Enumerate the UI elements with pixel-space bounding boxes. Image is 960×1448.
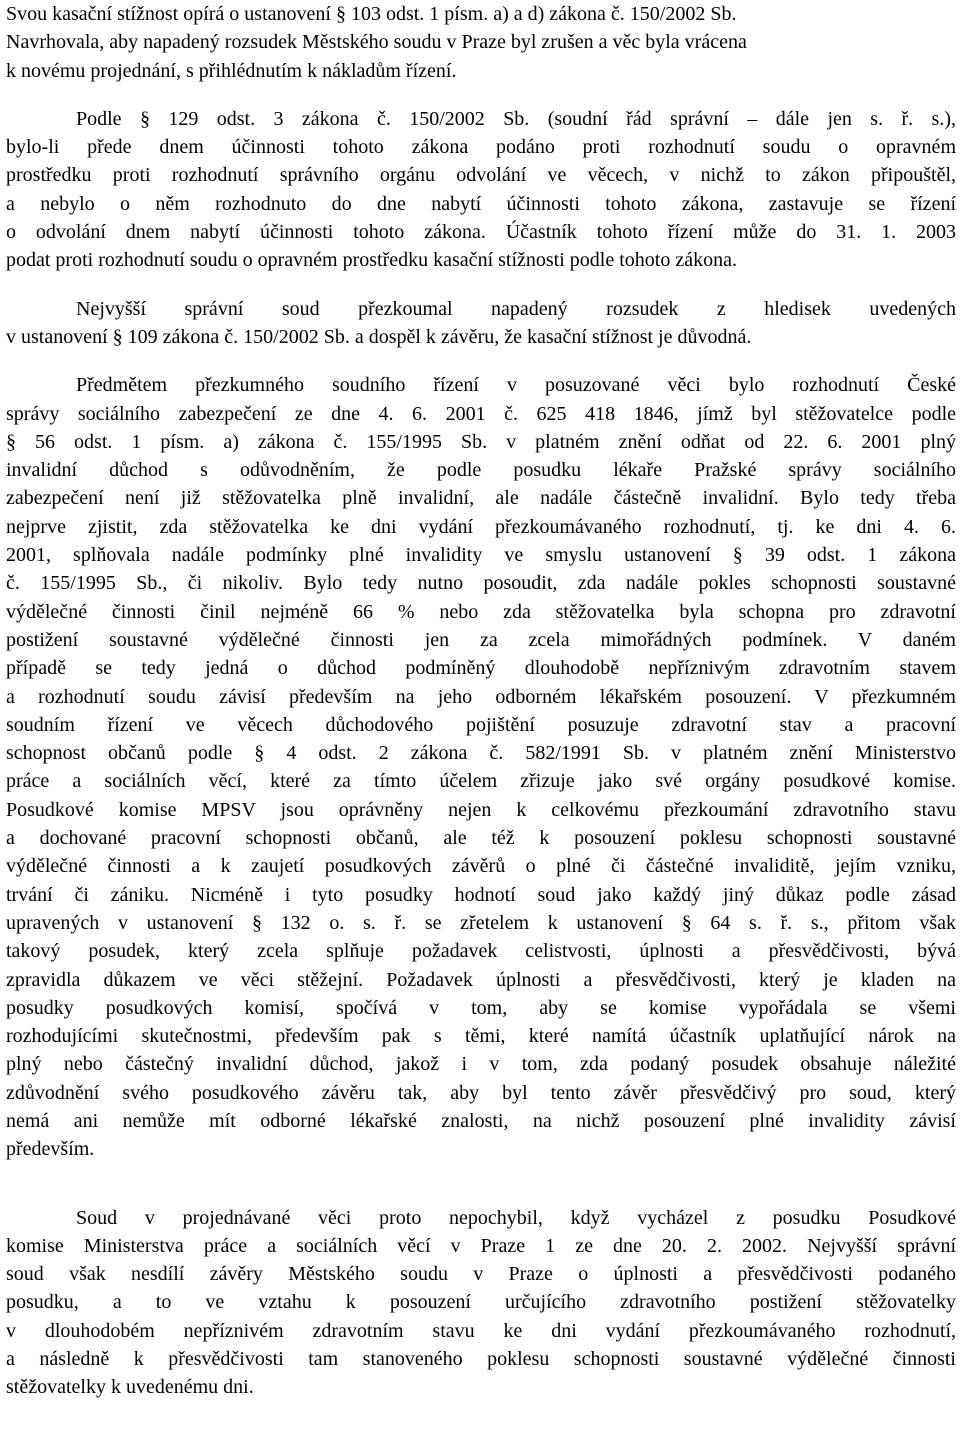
text-line: Navrhovala, aby napadený rozsudek Městského soudu v Praze byl zrušen a věc byla vrácena: [6, 31, 747, 54]
text-line: č. 155/1995 Sb., či nikoliv. Bylo tedy nutno posoudit, zda nadále pokles schopnosti soustavné: [6, 572, 956, 595]
text-line: a následně k přesvědčivosti tam stanoveného poklesu schopnosti soustavné výdělečné činnosti: [6, 1348, 956, 1371]
text-line: Soud v projednávané věci proto nepochybil, když vycházel z posudku Posudkové: [76, 1206, 956, 1229]
text-line: a nebylo o něm rozhodnuto do dne nabytí účinnosti tohoto zákona, zastavuje se řízení: [6, 192, 956, 215]
text-line: a dochované pracovní schopnosti občanů, ale též k posouzení poklesu schopnosti soustavné: [6, 827, 956, 850]
text-line: postižení soustavné výdělečné činnosti jen za zcela mimořádných podmínek. V daném: [6, 628, 956, 651]
text-line: takový posudek, který zcela splňuje požadavek celistvosti, úplnosti a přesvědčivosti, bývá: [6, 940, 956, 963]
document-page: [6, 0, 956, 1402]
text-line: Svou kasační stížnost opírá o ustanovení § 103 odst. 1 písm. a) a d) zákona č. 150/2002 Sb.: [6, 3, 737, 25]
text-line: nemá ani nemůže mít odborné lékařské znalosti, na nichž posouzení plné invalidity závisí: [6, 1109, 956, 1132]
text-line: zabezpečení není již stěžovatelka plně invalidní, ale nadále částečně invalidní. Bylo tedy třeba: [6, 487, 956, 510]
paragraph-court-conclusion: [6, 1204, 956, 1402]
text-line: komise Ministerstva práce a sociálních věcí v Praze 1 ze dne 20. 2. 2002. Nejvyšší správní: [6, 1234, 956, 1257]
text-line: posudky posudkových komisí, spočívá v tom, aby se komise vypořádala se všemi: [6, 996, 956, 1019]
text-line: invalidní důchod s odůvodněním, že podle posudku lékaře Pražské správy sociálního: [6, 459, 956, 482]
text-line: práce a sociálních věcí, které za tímto účelem zřizuje jako své orgány posudkové komise.: [6, 770, 956, 793]
text-line: prostředku proti rozhodnutí správního orgánu odvolání ve věcech, v nichž to zákon připouštěl,: [6, 164, 956, 187]
text-line: Podle § 129 odst. 3 zákona č. 150/2002 Sb. (soudní řád správní – dále jen s. ř. s.),: [76, 107, 956, 130]
text-line: případě se tedy jedná o důchod podmíněný dlouhodobě nepříznivým zdravotním stavem: [6, 657, 956, 680]
text-line: nejprve zjistit, zda stěžovatelka ke dni vydání přezkoumávaného rozhodnutí, tj. ke dni 4. 6.: [6, 515, 956, 538]
text-line: výdělečné činnosti a k zaujetí posudkových závěrů o plné či částečné invaliditě, jejím vzniku,: [6, 855, 956, 878]
paragraph-section-129: [6, 105, 956, 275]
text-line: trvání či zániku. Nicméně i tyto posudky hodnotí soud jako každý jiný důkaz podle zásad: [6, 883, 956, 906]
paragraph-review: [6, 295, 956, 352]
text-line: především.: [6, 1138, 95, 1161]
text-line: plný nebo částečný invalidní důchod, jakož i v tom, zda podaný posudek obsahuje náležité: [6, 1053, 956, 1076]
text-line: a rozhodnutí soudu závisí především na jeho odborném lékařském posouzení. V přezkumném: [6, 685, 956, 708]
text-line: upravených v ustanovení § 132 o. s. ř. se zřetelem k ustanovení § 64 s. ř. s., přitom však: [6, 911, 956, 934]
paragraph-complaint-basis: [6, 0, 956, 85]
paragraph-subject-of-review: [6, 371, 956, 1163]
text-line: zdůvodnění svého posudkového závěru tak, aby byl tento závěr přesvědčivý pro soud, který: [6, 1081, 956, 1104]
text-line: správy sociálního zabezpečení ze dne 4. 6. 2001 č. 625 418 1846, jímž byl stěžovatelce podle: [6, 402, 956, 425]
text-line: Nejvyšší správní soud přezkoumal napadený rozsudek z hledisek uvedených: [76, 297, 956, 320]
text-line: o odvolání dnem nabytí účinnosti tohoto zákona. Účastník tohoto řízení může do 31. 1. 2003: [6, 221, 956, 244]
text-line: zpravidla důkazem ve věci stěžejní. Požadavek úplnosti a přesvědčivosti, který je kladen na: [6, 968, 956, 991]
text-line: stěžovatelky k uvedenému dni.: [6, 1376, 254, 1399]
text-line: § 56 odst. 1 písm. a) zákona č. 155/1995 Sb. v platném znění odňat od 22. 6. 2001 plný: [6, 430, 956, 453]
text-line: rozhodujícími skutečnostmi, především pak s těmi, které namítá účastník uplatňující nárok na: [6, 1025, 956, 1048]
text-line: výdělečné činnosti činil nejméně 66 % nebo zda stěžovatelka byla schopna pro zdravotní: [6, 600, 956, 623]
text-line: v dlouhodobém nepříznivém zdravotním stavu ke dni vydání přezkoumávaného rozhodnutí,: [6, 1319, 956, 1342]
text-line: Předmětem přezkumného soudního řízení v posuzované věci bylo rozhodnutí České: [76, 374, 956, 397]
text-line: soudním řízení ve věcech důchodového pojištění posuzuje zdravotní stav a pracovní: [6, 713, 956, 736]
text-line: schopnost občanů podle § 4 odst. 2 zákona č. 582/1991 Sb. v platném znění Ministerstvo: [6, 742, 956, 765]
text-line: v ustanovení § 109 zákona č. 150/2002 Sb. a dospěl k závěru, že kasační stížnost je důvodná.: [6, 325, 752, 348]
text-line: Posudkové komise MPSV jsou oprávněny nejen k celkovému přezkoumání zdravotního stavu: [6, 798, 956, 821]
text-line: 2001, splňovala nadále podmínky plné invalidity ve smyslu ustanovení § 39 odst. 1 zákona: [6, 544, 956, 567]
text-line: podat proti rozhodnutí soudu o opravném prostředku kasační stížnosti podle tohoto zákona.: [6, 249, 737, 272]
text-line: posudku, a to ve vztahu k posouzení určujícího zdravotního postižení stěžovatelky: [6, 1291, 956, 1314]
text-line: bylo-li přede dnem účinnosti tohoto zákona podáno proti rozhodnutí soudu o opravném: [6, 136, 956, 159]
text-line: k novému projednání, s přihlédnutím k nákladům řízení.: [6, 59, 457, 82]
text-line: soud však nesdílí závěry Městského soudu v Praze o úplnosti a přesvědčivosti podaného: [6, 1263, 956, 1286]
